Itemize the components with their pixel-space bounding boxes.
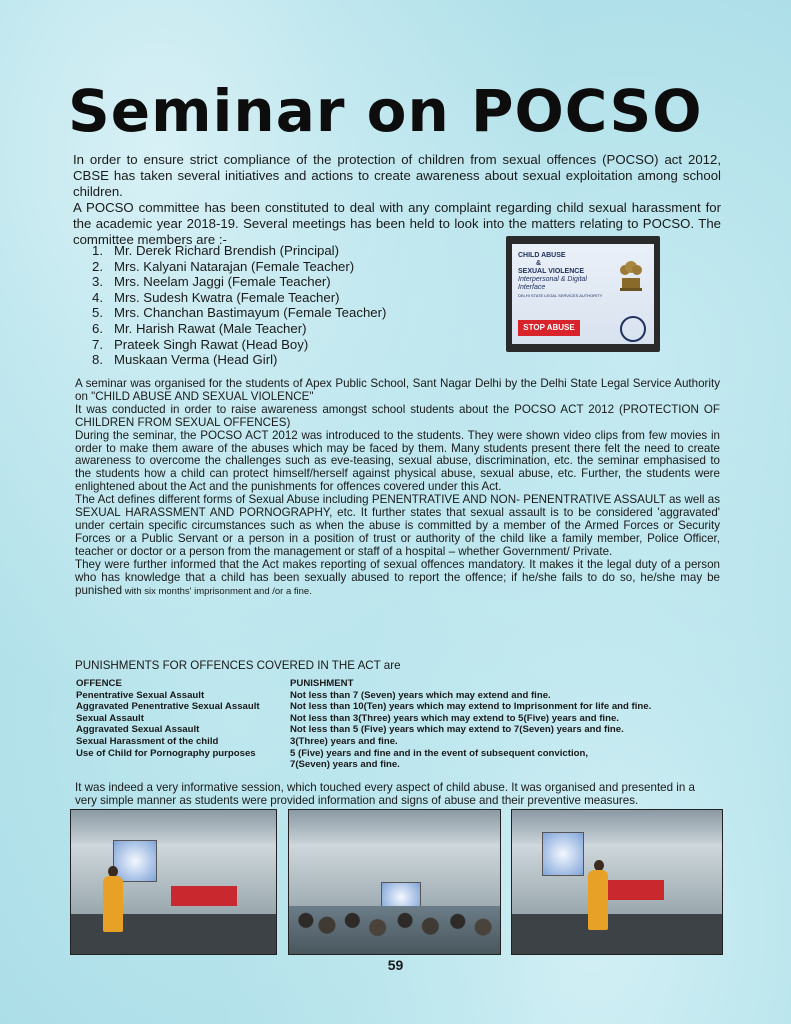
presenter-figure bbox=[588, 870, 608, 930]
poster-line: & bbox=[536, 260, 542, 267]
table-row bbox=[76, 713, 726, 725]
seminar-photo bbox=[288, 809, 501, 955]
column-header-offence: OFFENCE bbox=[76, 678, 122, 689]
punishment-cell: Not less than 10(Ten) years which may extend to Imprisonment for life and fine. bbox=[290, 701, 652, 713]
member-name: Mr. Derek Richard Brendish (Principal) bbox=[114, 243, 339, 258]
list-number: 6. bbox=[92, 320, 103, 336]
intro-paragraph-2: A POCSO committee has been constituted to deal with any complaint regarding child sexual harassment for the academic year 2018-19. Several meetings has been held to look into the matters relating to POCSO. The committee members are :- bbox=[73, 200, 721, 247]
list-number: 5. bbox=[92, 305, 103, 321]
poster-line: SEXUAL VIOLENCE bbox=[518, 268, 584, 275]
list-number: 7. bbox=[92, 336, 103, 352]
poster-line: CHILD ABUSE bbox=[518, 252, 566, 259]
member-name: Mrs. Kalyani Natarajan (Female Teacher) bbox=[114, 258, 355, 274]
list-number: 8. bbox=[92, 352, 103, 368]
list-item bbox=[92, 290, 492, 306]
punishment-cell: Not less than 7 (Seven) years which may extend and fine. bbox=[290, 689, 551, 701]
photo-ceiling bbox=[289, 810, 500, 844]
member-name: Prateek Singh Rawat (Head Boy) bbox=[114, 336, 309, 352]
member-name: Mrs. Neelam Jaggi (Female Teacher) bbox=[114, 274, 331, 290]
presenter-table bbox=[171, 886, 237, 906]
punishment-cell: Not less than 3(Three) years which may extend to 5(Five) years and fine. bbox=[290, 712, 619, 724]
projector-screen bbox=[542, 832, 584, 876]
table-row bbox=[76, 748, 726, 760]
authority-seal-icon bbox=[620, 316, 646, 342]
poster-board bbox=[512, 244, 654, 344]
column-header-punishment: PUNISHMENT bbox=[290, 678, 354, 689]
punishment-cell: 3(Three) years and fine. bbox=[290, 735, 398, 747]
offence-cell: Use of Child for Pornography purposes bbox=[76, 747, 256, 759]
seminar-report bbox=[75, 378, 720, 598]
table-row bbox=[76, 736, 726, 748]
poster-line: Interpersonal & Digital bbox=[518, 276, 587, 283]
body-paragraph: A seminar was organised for the students of Apex Public School, Sant Nagar Delhi by the Delhi State Legal Service Authority on "CHILD ABUSE AND SEXUAL VIOLENCE" bbox=[75, 377, 720, 403]
punishment-cell: 7(Seven) years and fine. bbox=[290, 759, 400, 771]
list-item bbox=[92, 321, 492, 337]
list-item bbox=[92, 352, 492, 368]
list-number: 2. bbox=[92, 258, 103, 274]
seminar-photo bbox=[511, 809, 723, 955]
poster-line: DELHI STATE LEGAL SERVICES AUTHORITY bbox=[518, 293, 603, 298]
body-paragraph: It was conducted in order to raise awareness amongst school students about the POCSO ACT 2012 (PROTECTION OF CHILDREN FROM SEXUAL OFFENCES) bbox=[75, 402, 720, 429]
offence-cell: Sexual Harassment of the child bbox=[76, 735, 219, 747]
photo-floor bbox=[512, 914, 722, 954]
punishment-cell: Not less than 5 (Five) years which may extend to 7(Seven) years and fine. bbox=[290, 724, 624, 736]
offence-cell: Sexual Assault bbox=[76, 712, 144, 724]
audience bbox=[289, 906, 500, 954]
list-item bbox=[92, 259, 492, 275]
body-paragraph: During the seminar, the POCSO ACT 2012 was introduced to the students. They were shown video clips from few movies in order to make them aware of the abuses which may be faced by them. Many students present there felt the need to create awareness to overcome the challenges such as eve-teasing, sexual abuse, discrimination, etc. the seminar emphasised to the students how a child can protect himself/herself against physical abuse, sexual abuse, etc. Further, the students were enlightened about the Act and the punishments for offences covered under this Act. bbox=[75, 428, 720, 494]
table-row bbox=[76, 759, 726, 771]
body-paragraph bbox=[75, 559, 720, 599]
offence-cell: Penentrative Sexual Assault bbox=[76, 689, 205, 701]
body-text: They were further informed that the Act makes reporting of sexual offences mandatory. It makes it the legal duty of a person who has knowledge that a child has been sexually abused to report the offence; if he/she fails to do so, he/she may be punished bbox=[75, 557, 720, 597]
member-name: Muskaan Verma (Head Girl) bbox=[114, 352, 278, 368]
closing-paragraph: It was indeed a very informative session, which touched every aspect of child abuse. It was organised and presented in a very simple manner as students were provided information and signs of abuse and their preventive measures. bbox=[75, 781, 695, 807]
seminar-poster-photo bbox=[506, 236, 660, 352]
list-item bbox=[92, 337, 492, 353]
presenter-table bbox=[608, 880, 664, 900]
seminar-photo bbox=[70, 809, 277, 955]
member-name: Mr. Harish Rawat (Male Teacher) bbox=[114, 320, 307, 336]
punishment-cell: 5 (Five) years and fine and in the event of subsequent conviction, bbox=[290, 747, 588, 759]
punishments-table bbox=[76, 678, 726, 771]
intro-section bbox=[73, 152, 721, 248]
intro-paragraph-1: In order to ensure strict compliance of the protection of children from sexual offences (POCSO) act 2012, CBSE has taken several initiatives and actions to create awareness about sexual exploitation among school children. bbox=[73, 152, 721, 199]
list-item bbox=[92, 243, 492, 259]
table-row bbox=[76, 690, 726, 702]
list-number: 1. bbox=[92, 243, 103, 258]
list-item bbox=[92, 305, 492, 321]
punishments-heading: PUNISHMENTS FOR OFFENCES COVERED IN THE ACT are bbox=[75, 659, 401, 672]
list-item bbox=[92, 274, 492, 290]
table-header-row bbox=[76, 678, 726, 690]
table-row bbox=[76, 701, 726, 713]
photo-floor bbox=[71, 914, 276, 954]
stop-abuse-sign: STOP ABUSE bbox=[518, 320, 580, 336]
photo-ceiling bbox=[71, 810, 276, 844]
presenter-figure bbox=[103, 876, 123, 932]
table-row bbox=[76, 724, 726, 736]
body-small-text: with six months' imprisonment and /or a fine. bbox=[122, 585, 312, 597]
poster-text bbox=[518, 252, 602, 300]
poster-line: Interface bbox=[518, 284, 546, 291]
member-name: Mrs. Chanchan Bastimayum (Female Teacher) bbox=[114, 305, 387, 321]
offence-cell: Aggravated Sexual Assault bbox=[76, 724, 200, 736]
list-number: 3. bbox=[92, 274, 103, 290]
body-paragraph: The Act defines different forms of Sexual Abuse including PENENTRATIVE AND NON- PENENTRATIVE ASSAULT as well as SEXUAL HARASSMENT AND PORNOGRAPHY, etc. It further states that sexual assault is to be considered 'aggravated' under certain specific circumstances such as when the abuse is committed by a member of the Armed Forces or Security Forces or a Public Servant or a person in a position of trust or authority of the child like a family member, Police Officer, teacher or doctor or a person from the management or staff of a hospital – whether Government/ Private. bbox=[75, 493, 720, 558]
committee-members-list bbox=[92, 243, 492, 368]
offence-cell: Aggravated Penentrative Sexual Assault bbox=[76, 701, 260, 713]
national-emblem-icon bbox=[616, 254, 646, 294]
member-name: Mrs. Sudesh Kwatra (Female Teacher) bbox=[114, 289, 340, 305]
page-number: 59 bbox=[387, 957, 404, 973]
page-title: Seminar on POCSO bbox=[68, 77, 703, 145]
list-number: 4. bbox=[92, 289, 103, 305]
